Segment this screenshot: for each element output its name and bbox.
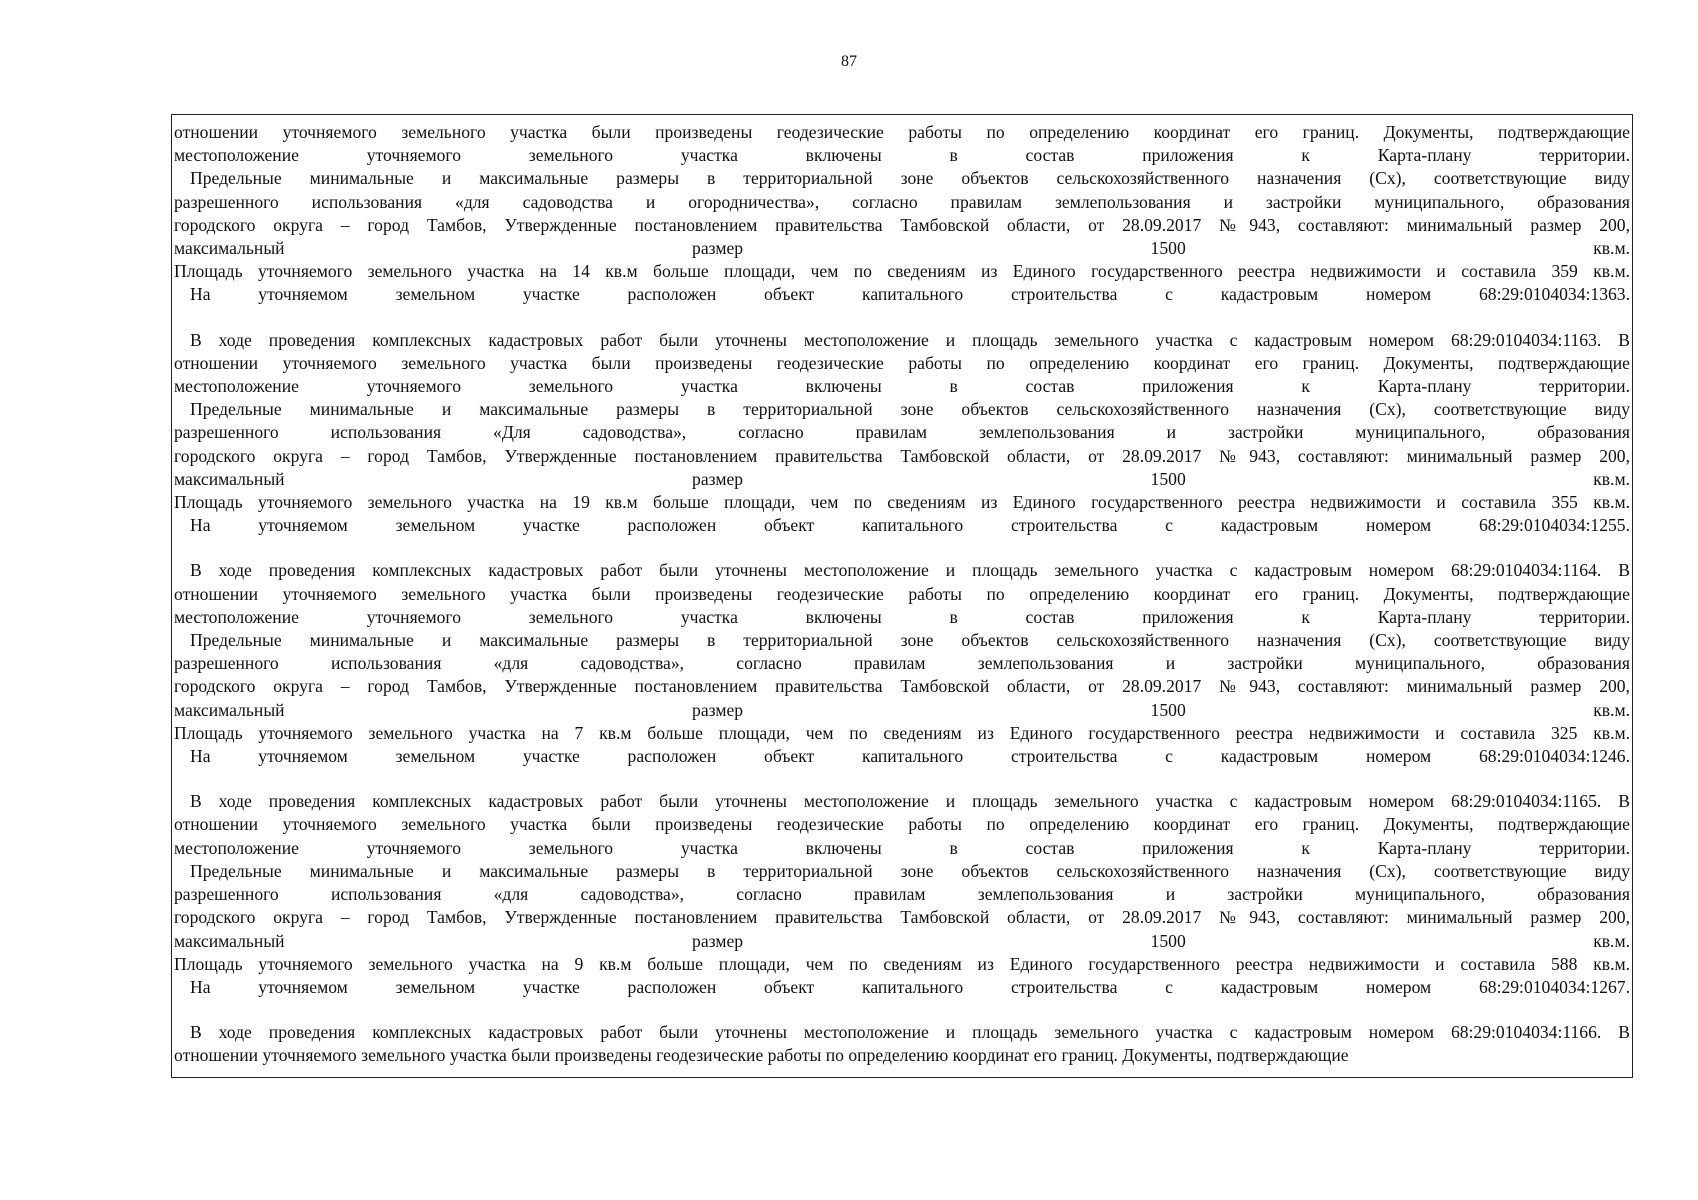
text-line: отношении уточняемого земельного участка были произведены геодезические работы по определению координат его границ. Документы, подтверждающие — [174, 583, 1630, 604]
text-line: В ходе проведения комплексных кадастровых работ были уточнены местоположение и площадь земельного участка с кадастровым номером 68:29:0104034:1164. В — [190, 560, 1630, 581]
text-line: разрешенного использования «для садоводства», согласно правилам землепользования и застройки муниципального, образования — [174, 884, 1630, 905]
text-line: разрешенного использования «Для садоводства», согласно правилам землепользования и застройки муниципального, образования — [174, 422, 1630, 443]
text-line: местоположение уточняемого земельного участка включены в состав приложения к Карта-плану территории. — [174, 376, 1630, 397]
text-line: На уточняемом земельном участке расположен объект капитального строительства с кадастровым номером 68:29:0104034:1246. — [190, 746, 1630, 767]
text-line: разрешенного использования «для садоводства и огородничества», согласно правилам землепользования и застройки муниципального, образования — [174, 191, 1630, 212]
text-line: максимальный размер 1500 кв.м. — [174, 699, 1630, 720]
text-line: городского округа – город Тамбов, Утвержденные постановлением правительства Тамбовской области, от 28.09.2017 №943, составляют: минимальный размер 200, — [174, 214, 1630, 235]
paragraph-gap — [174, 999, 1630, 1021]
text-line: городского округа – город Тамбов, Утвержденные постановлением правительства Тамбовской области, от 28.09.2017 №943, составляют: минимальный размер 200, — [174, 676, 1630, 697]
page-number: 87 — [841, 53, 857, 70]
text-line: разрешенного использования «для садоводства», согласно правилам землепользования и застройки муниципального, образования — [174, 653, 1630, 674]
text-line: На уточняемом земельном участке расположен объект капитального строительства с кадастровым номером 68:29:0104034:1255. — [190, 515, 1630, 536]
text-line: отношении уточняемого земельного участка были произведены геодезические работы по определению координат его границ. Документы, подтверждающие — [174, 352, 1630, 373]
text-line: городского округа – город Тамбов, Утвержденные постановлением правительства Тамбовской области, от 28.09.2017 №943, составляют: минимальный размер 200, — [174, 445, 1630, 466]
text-line: Площадь уточняемого земельного участка на 19 кв.м больше площади, чем по сведениям из Единого государственного реестра недвижимости и составила 355 кв.м. — [174, 492, 1630, 513]
text-line: Площадь уточняемого земельного участка на 14 кв.м больше площади, чем по сведениям из Единого государственного реестра недвижимости и составила 359 кв.м. — [174, 261, 1630, 282]
text-line: На уточняемом земельном участке расположен объект капитального строительства с кадастровым номером 68:29:0104034:1363. — [190, 284, 1630, 305]
paragraph-gap — [174, 537, 1630, 559]
text-line: максимальный размер 1500 кв.м. — [174, 238, 1630, 259]
text-line: местоположение уточняемого земельного участка включены в состав приложения к Карта-плану территории. — [174, 606, 1630, 627]
text-line: Предельные минимальные и максимальные размеры в территориальной зоне объектов сельскохозяйственного назначения (Сх), соответствующие виду — [190, 860, 1630, 881]
text-line: местоположение уточняемого земельного участка включены в состав приложения к Карта-плану территории. — [174, 837, 1630, 858]
text-line: Предельные минимальные и максимальные размеры в территориальной зоне объектов сельскохозяйственного назначения (Сх), соответствующие виду — [190, 168, 1630, 189]
text-line: Предельные минимальные и максимальные размеры в территориальной зоне объектов сельскохозяйственного назначения (Сх), соответствующие виду — [190, 630, 1630, 651]
document-frame — [171, 114, 1633, 1078]
text-line: городского округа – город Тамбов, Утвержденные постановлением правительства Тамбовской области, от 28.09.2017 №943, составляют: минимальный размер 200, — [174, 907, 1630, 928]
text-line: максимальный размер 1500 кв.м. — [174, 930, 1630, 951]
text-line: В ходе проведения комплексных кадастровых работ были уточнены местоположение и площадь земельного участка с кадастровым номером 68:29:0104034:1166. В — [190, 1022, 1630, 1043]
text-line: На уточняемом земельном участке расположен объект капитального строительства с кадастровым номером 68:29:0104034:1267. — [190, 976, 1630, 997]
text-line: максимальный размер 1500 кв.м. — [174, 468, 1630, 489]
text-line: местоположение уточняемого земельного участка включены в состав приложения к Карта-плану территории. — [174, 145, 1630, 166]
paragraph-gap — [174, 307, 1630, 329]
text-line: отношении уточняемого земельного участка были произведены геодезические работы по определению координат его границ. Документы, подтверждающие — [174, 1045, 1349, 1066]
paragraph-gap — [174, 768, 1630, 790]
text-line: Предельные минимальные и максимальные размеры в территориальной зоне объектов сельскохозяйственного назначения (Сх), соответствующие виду — [190, 399, 1630, 420]
text-line: Площадь уточняемого земельного участка на 7 кв.м больше площади, чем по сведениям из Единого государственного реестра недвижимости и составила 325 кв.м. — [174, 722, 1630, 743]
text-line: отношении уточняемого земельного участка были произведены геодезические работы по определению координат его границ. Документы, подтверждающие — [174, 814, 1630, 835]
text-line: отношении уточняемого земельного участка были произведены геодезические работы по определению координат его границ. Документы, подтверждающие — [174, 122, 1630, 142]
text-line: Площадь уточняемого земельного участка на 9 кв.м больше площади, чем по сведениям из Единого государственного реестра недвижимости и составила 588 кв.м. — [174, 953, 1630, 974]
text-line: В ходе проведения комплексных кадастровых работ были уточнены местоположение и площадь земельного участка с кадастровым номером 68:29:0104034:1165. В — [190, 791, 1630, 812]
text-line: В ходе проведения комплексных кадастровых работ были уточнены местоположение и площадь земельного участка с кадастровым номером 68:29:0104034:1163. В — [190, 329, 1630, 350]
